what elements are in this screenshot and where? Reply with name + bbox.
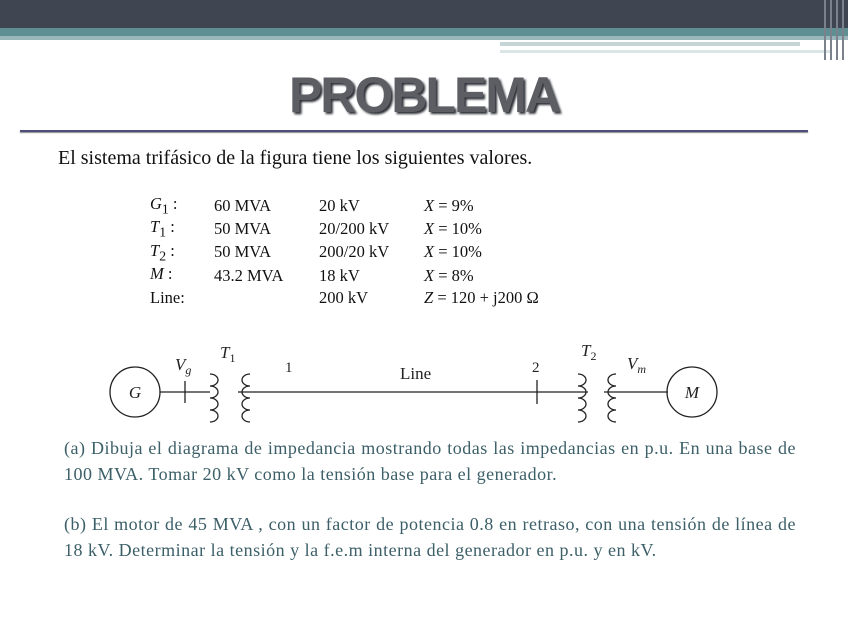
generator-label: G <box>128 383 142 402</box>
t2-label: $T_2$ <box>581 341 597 363</box>
decorative-stripe <box>500 50 830 53</box>
t1-label: $T_1$ <box>220 343 236 365</box>
vm-label: $V_m$ <box>627 354 647 376</box>
t2-primary-coil <box>578 374 586 422</box>
bus-2-label: 2 <box>532 360 540 376</box>
one-line-diagram <box>100 336 730 426</box>
t1-secondary-coil <box>242 374 250 422</box>
table-row: $T_2$ : 50 MVA 200/20 kV X = 10% <box>150 240 482 263</box>
table-row: Line: 200 kV Z = 120 + j200 Ω <box>150 288 539 308</box>
bus-1-label: 1 <box>285 360 293 376</box>
slide-title: PROBLEMA <box>288 67 560 123</box>
corner-decoration <box>820 0 848 60</box>
table-row: $T_1$ : 50 MVA 20/200 kV X = 10% <box>150 217 482 240</box>
intro-text: El sistema trifásico de la figura tiene los siguientes valores. <box>58 147 533 169</box>
header-stripe <box>0 28 848 36</box>
line-label: Line <box>400 364 432 383</box>
table-row: $G_1$ : 60 MVA 20 kV X = 9% <box>150 194 474 217</box>
table-row: M : 43.2 MVA 18 kV X = 8% <box>150 263 474 285</box>
header-stripe-light <box>0 36 848 40</box>
header-bar <box>0 0 848 28</box>
component-table <box>150 194 539 310</box>
vg-label: $V_g$ <box>175 355 192 377</box>
t1-primary-coil <box>210 374 218 422</box>
t2-secondary-coil <box>608 374 616 422</box>
question-a: (a) Dibuja el diagrama de impedancia mostrando todas las impedancias en p.u. En una base de 100 MVA. Tomar 20 kV como la tensión base para el generador. <box>64 438 796 484</box>
question-b: (b) El motor de 45 MVA , con un factor de potencia 0.8 en retraso, con una tensión de línea de 18 kV. Determinar la tensión y la f.e.m interna del generador en p.u. y en kV. <box>64 514 796 560</box>
motor-label: M <box>684 383 700 402</box>
decorative-stripe <box>500 42 800 46</box>
title-divider <box>20 130 808 132</box>
